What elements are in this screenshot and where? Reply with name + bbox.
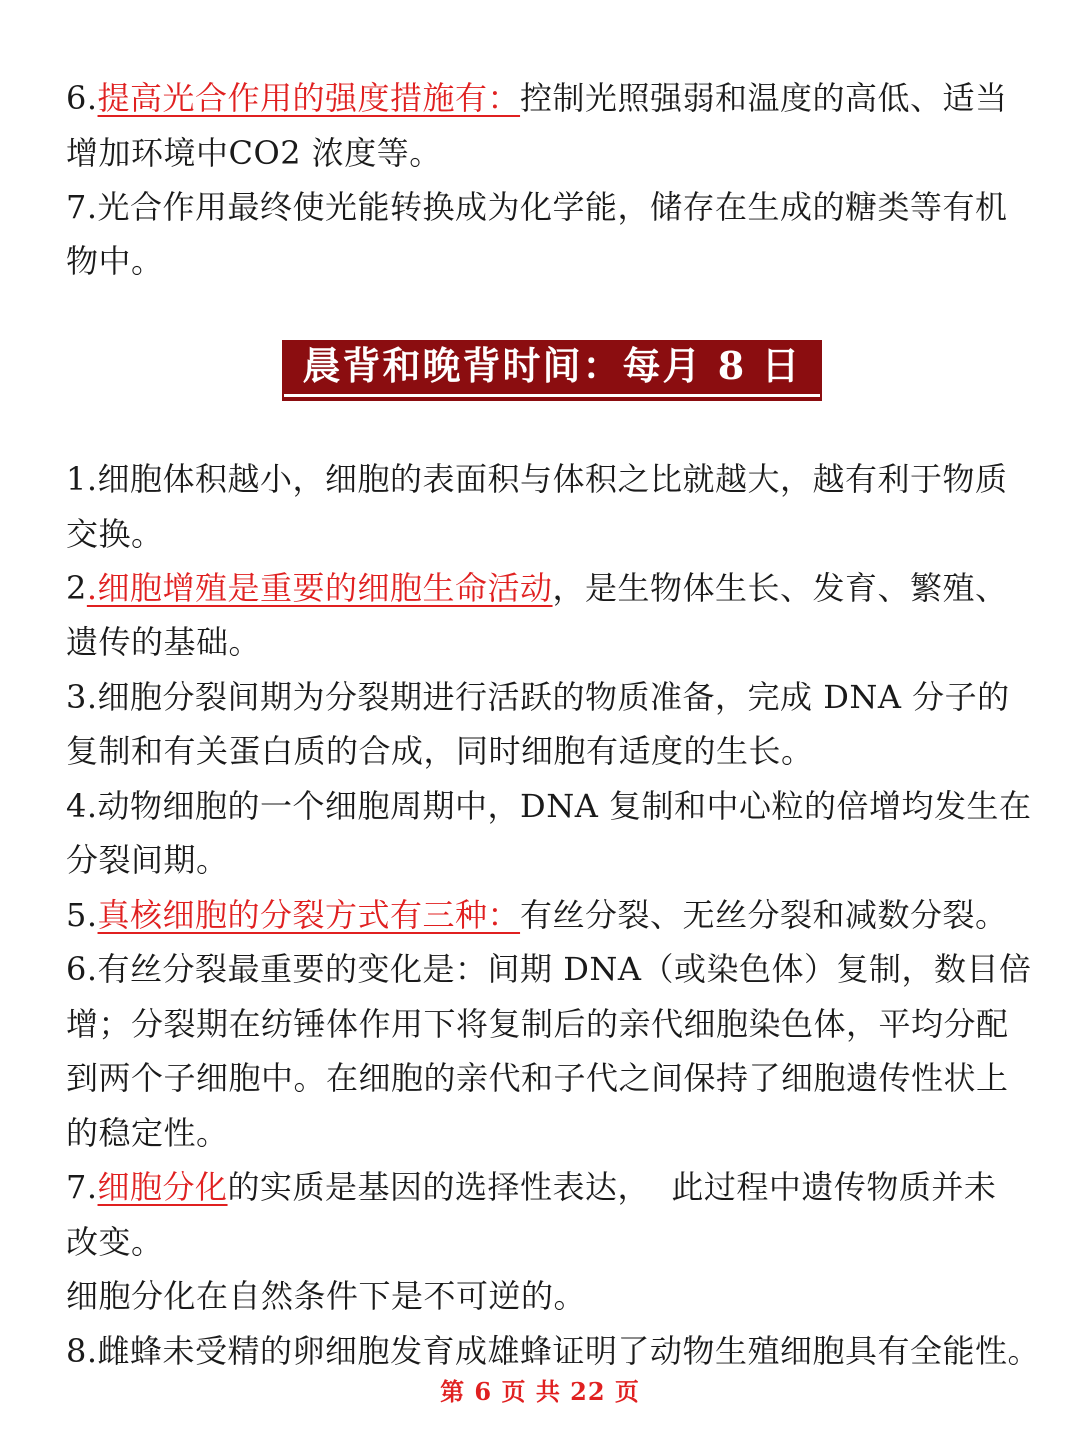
item-number: 6. xyxy=(66,79,98,117)
list-item-1-line-1: 1.细胞体积越小，细胞的表面积与体积之比就越大，越有利于物质 xyxy=(66,460,1008,498)
item-number: 2 xyxy=(66,569,87,607)
item-text: 有丝分裂、无丝分裂和减数分裂。 xyxy=(520,896,1008,934)
section-banner xyxy=(282,340,822,394)
list-item-4-line-1: 4.动物细胞的一个细胞周期中，DNA 复制和中心粒的倍增均发生在 xyxy=(66,787,1032,825)
list-item-8: 8.雌蜂未受精的卵细胞发育成雄蜂证明了动物生殖细胞具有全能性。 xyxy=(66,1332,1041,1370)
item-7-line-2: 物中。 xyxy=(66,242,164,280)
item-6-line-1 xyxy=(66,78,1014,118)
list-item-6-line-3: 到两个子细胞中。在细胞的亲代和子代之间保持了细胞遗传性状上 xyxy=(66,1059,1009,1097)
item-7-line-1: 7.光合作用最终使光能转换成为化学能，储存在生成的糖类等有机 xyxy=(66,188,1008,226)
highlighted-phrase: .细胞增殖是重要的细胞生命活动 xyxy=(86,569,553,607)
list-item-1-line-2: 交换。 xyxy=(66,515,164,553)
item-6-line-2: 增加环境中CO2 浓度等。 xyxy=(66,134,442,172)
list-item-7-line-1 xyxy=(66,1167,1014,1207)
list-item-7-line-3: 细胞分化在自然条件下是不可逆的。 xyxy=(66,1277,587,1315)
list-item-3-line-1: 3.细胞分裂间期为分裂期进行活跃的物质准备，完成 DNA 分子的 xyxy=(66,678,1010,716)
section-title: 晨背和晚背时间：每月 8 日 xyxy=(302,343,802,388)
item-number: 7. xyxy=(66,1168,98,1206)
list-item-6-line-2: 增；分裂期在纺锤体作用下将复制后的亲代细胞染色体，平均分配 xyxy=(66,1005,1009,1043)
item-number: 5. xyxy=(66,896,98,934)
list-item-2-line-2: 遗传的基础。 xyxy=(66,623,262,661)
list-item-5 xyxy=(66,895,1014,935)
highlighted-phrase: 细胞分化 xyxy=(97,1168,228,1206)
item-text: ，是生物体生长、发育、繁殖、 xyxy=(552,569,1008,607)
highlighted-phrase: 提高光合作用的强度措施有： xyxy=(97,79,521,117)
page-number-footer: 第 6 页 共 22 页 xyxy=(440,1377,640,1406)
list-item-2-line-1 xyxy=(66,568,1014,608)
item-text: 的实质是基因的选择性表达， 此过程中遗传物质并未 xyxy=(227,1168,997,1206)
list-item-6-line-1: 6.有丝分裂最重要的变化是：间期 DNA（或染色体）复制，数目倍 xyxy=(66,950,1032,988)
list-item-6-line-4: 的稳定性。 xyxy=(66,1114,229,1152)
list-item-3-line-2: 复制和有关蛋白质的合成，同时细胞有适度的生长。 xyxy=(66,732,814,770)
item-text: 控制光照强弱和温度的高低、适当 xyxy=(520,79,1008,117)
list-item-4-line-2: 分裂间期。 xyxy=(66,841,229,879)
list-item-7-line-2: 改变。 xyxy=(66,1223,164,1261)
highlighted-phrase: 真核细胞的分裂方式有三种： xyxy=(97,896,521,934)
